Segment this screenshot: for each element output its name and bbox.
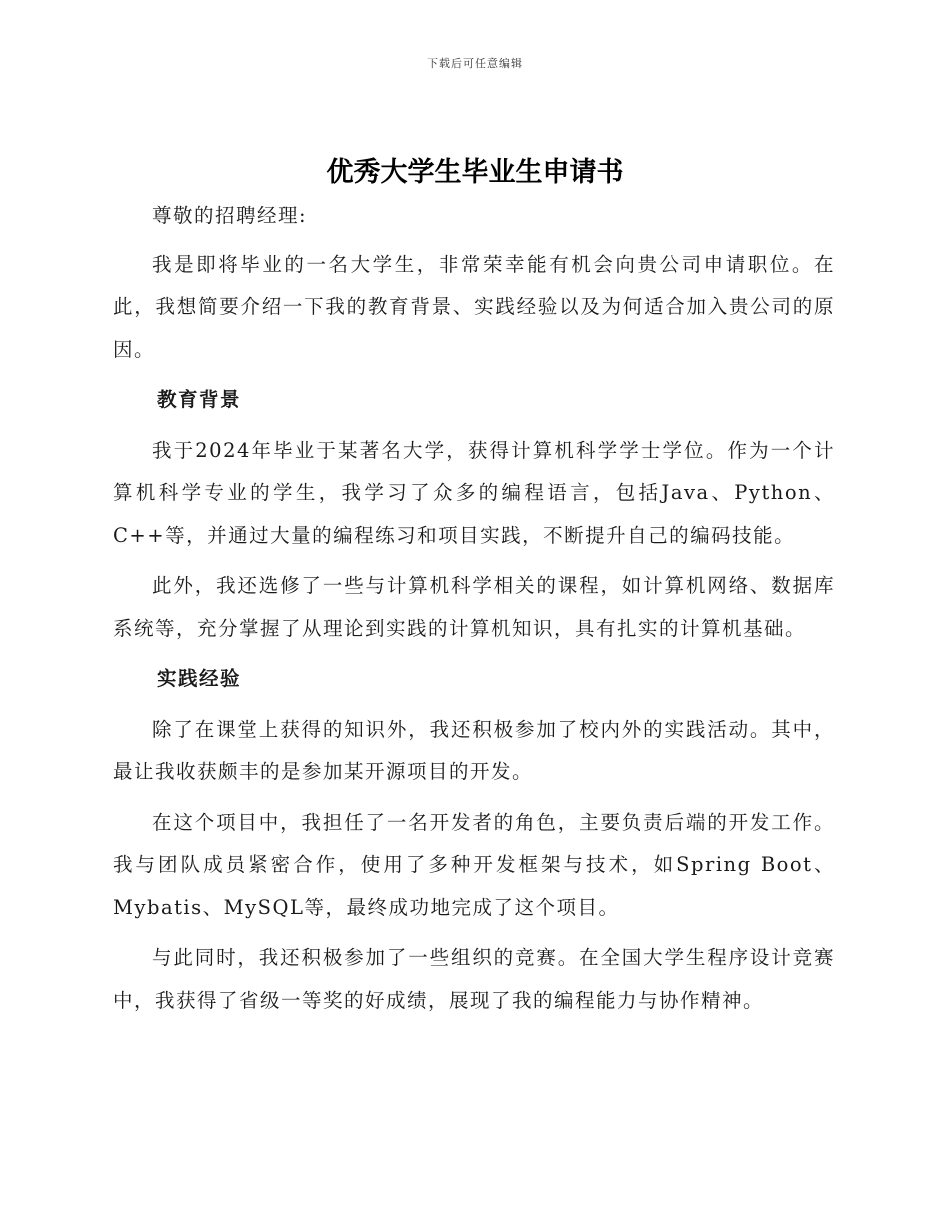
section-heading-experience: 实践经验 bbox=[157, 667, 242, 690]
intro-paragraph: 我是即将毕业的一名大学生，非常荣幸能有机会向贵公司申请职位。在此，我想简要介绍一下我的教育背景、实践经验以及为何适合加入贵公司的原因。 bbox=[113, 252, 835, 361]
education-paragraph-2: 此外，我还选修了一些与计算机科学相关的课程，如计算机网络、数据库系统等，充分掌握了从理论到实践的计算机知识，具有扎实的计算机基础。 bbox=[113, 574, 835, 640]
education-paragraph-1: 我于2024年毕业于某著名大学，获得计算机科学学士学位。作为一个计算机科学专业的学生，我学习了众多的编程语言，包括Java、Python、C++等，并通过大量的编程练习和项目实践，不断提升自己的编码技能。 bbox=[113, 438, 835, 547]
experience-paragraph-3: 与此同时，我还积极参加了一些组织的竞赛。在全国大学生程序设计竞赛中，我获得了省级一等奖的好成绩，展现了我的编程能力与协作精神。 bbox=[113, 946, 835, 1012]
section-heading-education: 教育背景 bbox=[157, 388, 242, 411]
experience-paragraph-2: 在这个项目中，我担任了一名开发者的角色，主要负责后端的开发工作。我与团队成员紧密合作，使用了多种开发框架与技术，如Spring Boot、Mybatis、MySQL等，最终成功地完成了这个项目。 bbox=[113, 810, 835, 919]
document-title: 优秀大学生毕业生申请书 bbox=[326, 157, 624, 188]
salutation: 尊敬的招聘经理: bbox=[152, 204, 308, 227]
experience-paragraph-1: 除了在课堂上获得的知识外，我还积极参加了校内外的实践活动。其中，最让我收获颇丰的是参加某开源项目的开发。 bbox=[113, 717, 835, 783]
header-note: 下载后可任意编辑 bbox=[427, 57, 523, 70]
document-body bbox=[113, 195, 835, 1030]
